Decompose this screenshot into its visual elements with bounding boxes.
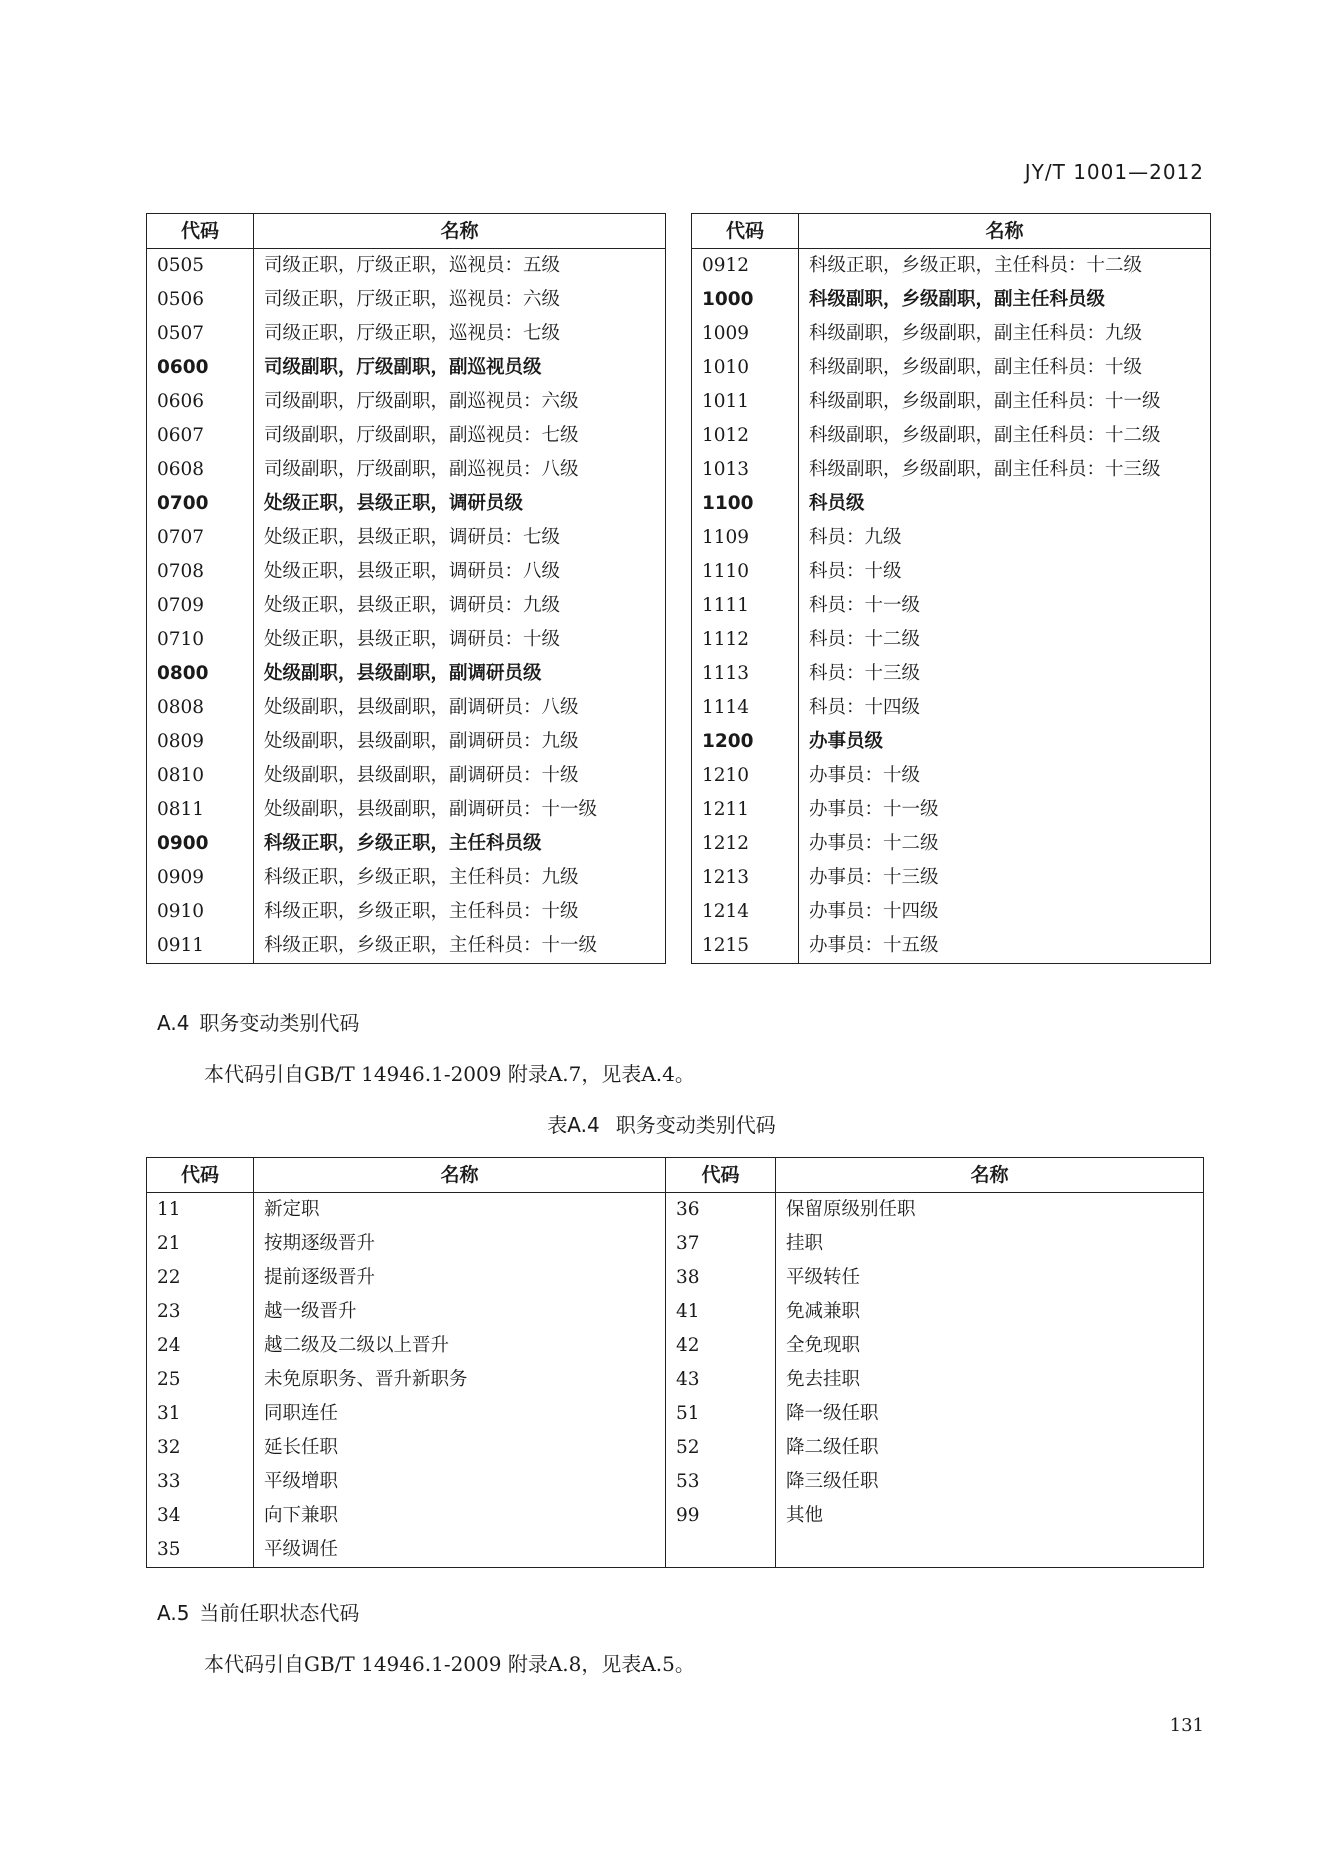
name-cell: 按期逐级晋升	[254, 1227, 666, 1261]
table-row	[692, 827, 1211, 861]
table-row	[147, 453, 666, 487]
name-cell: 办事员：十五级	[799, 929, 1211, 964]
code-cell: 0808	[147, 691, 254, 725]
code-cell: 1100	[692, 487, 799, 521]
section-number: A.5	[157, 1601, 190, 1625]
code-cell: 0800	[147, 657, 254, 691]
column-header-name: 名称	[799, 214, 1211, 249]
table-row	[147, 317, 666, 351]
table-row	[147, 725, 666, 759]
code-cell: 99	[666, 1499, 776, 1533]
table-row	[147, 283, 666, 317]
name-cell: 处级副职，县级副职，副调研员：九级	[254, 725, 666, 759]
code-cell: 25	[147, 1363, 254, 1397]
table-row	[147, 1227, 1204, 1261]
section-heading-a5	[157, 1597, 359, 1626]
column-header-code: 代码	[692, 214, 799, 249]
table-row	[147, 249, 666, 284]
code-cell: 11	[147, 1193, 254, 1228]
table-row	[692, 453, 1211, 487]
column-header-code: 代码	[147, 1158, 254, 1193]
section-a5-paragraph: 本代码引自GB/T 14946.1-2009 附录A.8，见表A.5。	[204, 1652, 695, 1676]
code-cell: 1000	[692, 283, 799, 317]
code-cell: 23	[147, 1295, 254, 1329]
name-cell: 新定职	[254, 1193, 666, 1228]
code-cell: 52	[666, 1431, 776, 1465]
table-row	[147, 1465, 1204, 1499]
name-cell: 司级副职，厅级副职，副巡视员级	[254, 351, 666, 385]
name-cell: 平级增职	[254, 1465, 666, 1499]
code-cell: 0900	[147, 827, 254, 861]
caption-id: 表A.4	[547, 1113, 600, 1137]
table-row	[147, 1295, 1204, 1329]
code-cell: 35	[147, 1533, 254, 1568]
table-row	[692, 895, 1211, 929]
table-row	[692, 351, 1211, 385]
code-cell: 1009	[692, 317, 799, 351]
code-cell: 0710	[147, 623, 254, 657]
table-row	[692, 623, 1211, 657]
code-cell: 53	[666, 1465, 776, 1499]
code-cell: 1012	[692, 419, 799, 453]
code-cell: 36	[666, 1193, 776, 1228]
column-header-name: 名称	[254, 1158, 666, 1193]
code-cell: 0707	[147, 521, 254, 555]
name-cell: 办事员：十四级	[799, 895, 1211, 929]
name-cell: 平级调任	[254, 1533, 666, 1568]
code-cell: 0810	[147, 759, 254, 793]
name-cell: 平级转任	[776, 1261, 1204, 1295]
table-row	[147, 827, 666, 861]
table-row	[147, 759, 666, 793]
name-cell: 科级正职，乡级正职，主任科员：十一级	[254, 929, 666, 964]
name-cell: 降二级任职	[776, 1431, 1204, 1465]
table-row	[692, 521, 1211, 555]
name-cell: 科级副职，乡级副职，副主任科员：十级	[799, 351, 1211, 385]
column-header-name: 名称	[254, 214, 666, 249]
name-cell: 越二级及二级以上晋升	[254, 1329, 666, 1363]
code-cell: 51	[666, 1397, 776, 1431]
name-cell: 处级副职，县级副职，副调研员：十级	[254, 759, 666, 793]
name-cell: 司级正职，厅级正职，巡视员：五级	[254, 249, 666, 284]
code-cell: 1212	[692, 827, 799, 861]
name-cell: 科员：十二级	[799, 623, 1211, 657]
name-cell: 科级正职，乡级正职，主任科员级	[254, 827, 666, 861]
table-row	[692, 249, 1211, 284]
table-row	[692, 691, 1211, 725]
code-cell: 1214	[692, 895, 799, 929]
table-row	[147, 1329, 1204, 1363]
section-title: 当前任职状态代码	[199, 1601, 360, 1625]
caption-title: 职务变动类别代码	[615, 1113, 776, 1137]
code-cell: 0909	[147, 861, 254, 895]
table-row	[692, 861, 1211, 895]
name-cell	[776, 1533, 1204, 1568]
code-cell: 1109	[692, 521, 799, 555]
column-header-code: 代码	[666, 1158, 776, 1193]
code-cell: 43	[666, 1363, 776, 1397]
code-cell: 1113	[692, 657, 799, 691]
table-row	[147, 1261, 1204, 1295]
name-cell: 司级副职，厅级副职，副巡视员：六级	[254, 385, 666, 419]
table-row	[692, 929, 1211, 964]
name-cell: 科员：九级	[799, 521, 1211, 555]
table-row	[692, 385, 1211, 419]
name-cell: 办事员级	[799, 725, 1211, 759]
code-cell: 0709	[147, 589, 254, 623]
code-cell: 34	[147, 1499, 254, 1533]
table-row	[692, 555, 1211, 589]
name-cell: 保留原级别任职	[776, 1193, 1204, 1228]
code-cell: 0811	[147, 793, 254, 827]
standard-number: JY/T 1001—2012	[1024, 160, 1204, 184]
name-cell: 司级副职，厅级副职，副巡视员：七级	[254, 419, 666, 453]
name-cell: 免减兼职	[776, 1295, 1204, 1329]
table-row	[692, 317, 1211, 351]
table-row	[147, 691, 666, 725]
table-row	[147, 1397, 1204, 1431]
code-cell: 0506	[147, 283, 254, 317]
code-cell: 1112	[692, 623, 799, 657]
section-a4-paragraph: 本代码引自GB/T 14946.1-2009 附录A.7，见表A.4。	[204, 1062, 695, 1086]
name-cell: 向下兼职	[254, 1499, 666, 1533]
name-cell: 科员级	[799, 487, 1211, 521]
name-cell: 处级副职，县级副职，副调研员：十一级	[254, 793, 666, 827]
name-cell: 处级副职，县级副职，副调研员级	[254, 657, 666, 691]
name-cell: 科级副职，乡级副职，副主任科员级	[799, 283, 1211, 317]
table-header-row	[147, 1158, 1204, 1193]
table-row	[692, 589, 1211, 623]
name-cell: 办事员：十一级	[799, 793, 1211, 827]
name-cell: 司级正职，厅级正职，巡视员：七级	[254, 317, 666, 351]
name-cell: 科员：十一级	[799, 589, 1211, 623]
code-cell: 33	[147, 1465, 254, 1499]
code-cell: 1211	[692, 793, 799, 827]
section-title: 职务变动类别代码	[199, 1011, 360, 1035]
section-number: A.4	[157, 1011, 190, 1035]
table-row	[147, 419, 666, 453]
code-cell: 0600	[147, 351, 254, 385]
section-heading-a4	[157, 1007, 359, 1036]
code-cell	[666, 1533, 776, 1568]
name-cell: 处级正职，县级正职，调研员：十级	[254, 623, 666, 657]
name-cell: 科员：十级	[799, 555, 1211, 589]
name-cell: 处级正职，县级正职，调研员：九级	[254, 589, 666, 623]
code-cell: 21	[147, 1227, 254, 1261]
code-cell: 38	[666, 1261, 776, 1295]
table-row	[147, 555, 666, 589]
code-cell: 37	[666, 1227, 776, 1261]
table-row	[692, 793, 1211, 827]
code-cell: 1010	[692, 351, 799, 385]
column-header-code: 代码	[147, 214, 254, 249]
name-cell: 科级正职，乡级正职，主任科员：十级	[254, 895, 666, 929]
name-cell: 办事员：十二级	[799, 827, 1211, 861]
code-cell: 1213	[692, 861, 799, 895]
code-cell: 0505	[147, 249, 254, 284]
table-header-row	[692, 214, 1211, 249]
name-cell: 处级正职，县级正职，调研员：八级	[254, 555, 666, 589]
name-cell: 未免原职务、晋升新职务	[254, 1363, 666, 1397]
table-row	[147, 487, 666, 521]
name-cell: 科级副职，乡级副职，副主任科员：九级	[799, 317, 1211, 351]
code-cell: 0708	[147, 555, 254, 589]
position-level-table-right	[691, 213, 1211, 964]
table-row	[147, 929, 666, 964]
code-cell: 0700	[147, 487, 254, 521]
table-row	[147, 657, 666, 691]
name-cell: 科级正职，乡级正职，主任科员：九级	[254, 861, 666, 895]
name-cell: 降三级任职	[776, 1465, 1204, 1499]
table-row	[147, 1533, 1204, 1568]
table-row	[147, 793, 666, 827]
name-cell: 办事员：十级	[799, 759, 1211, 793]
code-cell: 1011	[692, 385, 799, 419]
page-number: 131	[1169, 1715, 1204, 1736]
code-cell: 0912	[692, 249, 799, 284]
table-row	[147, 351, 666, 385]
code-cell: 0608	[147, 453, 254, 487]
name-cell: 科级副职，乡级副职，副主任科员：十三级	[799, 453, 1211, 487]
code-cell: 41	[666, 1295, 776, 1329]
table-header-row	[147, 214, 666, 249]
code-cell: 1114	[692, 691, 799, 725]
name-cell: 免去挂职	[776, 1363, 1204, 1397]
code-cell: 0607	[147, 419, 254, 453]
code-cell: 0809	[147, 725, 254, 759]
code-cell: 1215	[692, 929, 799, 964]
name-cell: 其他	[776, 1499, 1204, 1533]
code-cell: 32	[147, 1431, 254, 1465]
table-row	[692, 725, 1211, 759]
code-cell: 1110	[692, 555, 799, 589]
name-cell: 挂职	[776, 1227, 1204, 1261]
position-change-table	[146, 1157, 1204, 1568]
table-caption-a4	[0, 1109, 1323, 1138]
code-cell: 0606	[147, 385, 254, 419]
code-cell: 0507	[147, 317, 254, 351]
table-row	[147, 1193, 1204, 1228]
name-cell: 科员：十四级	[799, 691, 1211, 725]
code-cell: 22	[147, 1261, 254, 1295]
table-row	[147, 1363, 1204, 1397]
position-level-table-left	[146, 213, 666, 964]
name-cell: 司级正职，厅级正职，巡视员：六级	[254, 283, 666, 317]
table-row	[147, 895, 666, 929]
name-cell: 同职连任	[254, 1397, 666, 1431]
name-cell: 处级正职，县级正职，调研员：七级	[254, 521, 666, 555]
name-cell: 科级副职，乡级副职，副主任科员：十一级	[799, 385, 1211, 419]
table-row	[692, 487, 1211, 521]
code-cell: 0911	[147, 929, 254, 964]
table-row	[692, 283, 1211, 317]
name-cell: 科级副职，乡级副职，副主任科员：十二级	[799, 419, 1211, 453]
table-row	[147, 1431, 1204, 1465]
code-cell: 31	[147, 1397, 254, 1431]
name-cell: 处级正职，县级正职，调研员级	[254, 487, 666, 521]
code-cell: 42	[666, 1329, 776, 1363]
table-row	[692, 657, 1211, 691]
column-header-name: 名称	[776, 1158, 1204, 1193]
table-row	[147, 385, 666, 419]
code-cell: 1200	[692, 725, 799, 759]
code-cell: 1013	[692, 453, 799, 487]
name-cell: 越一级晋升	[254, 1295, 666, 1329]
table-row	[147, 1499, 1204, 1533]
name-cell: 降一级任职	[776, 1397, 1204, 1431]
table-row	[147, 861, 666, 895]
name-cell: 全免现职	[776, 1329, 1204, 1363]
table-row	[692, 419, 1211, 453]
table-row	[147, 589, 666, 623]
name-cell: 办事员：十三级	[799, 861, 1211, 895]
name-cell: 科员：十三级	[799, 657, 1211, 691]
name-cell: 司级副职，厅级副职，副巡视员：八级	[254, 453, 666, 487]
name-cell: 处级副职，县级副职，副调研员：八级	[254, 691, 666, 725]
code-cell: 1210	[692, 759, 799, 793]
table-row	[147, 521, 666, 555]
name-cell: 延长任职	[254, 1431, 666, 1465]
table-row	[147, 623, 666, 657]
code-cell: 1111	[692, 589, 799, 623]
table-row	[692, 759, 1211, 793]
code-cell: 0910	[147, 895, 254, 929]
code-cell: 24	[147, 1329, 254, 1363]
name-cell: 科级正职，乡级正职，主任科员：十二级	[799, 249, 1211, 284]
name-cell: 提前逐级晋升	[254, 1261, 666, 1295]
